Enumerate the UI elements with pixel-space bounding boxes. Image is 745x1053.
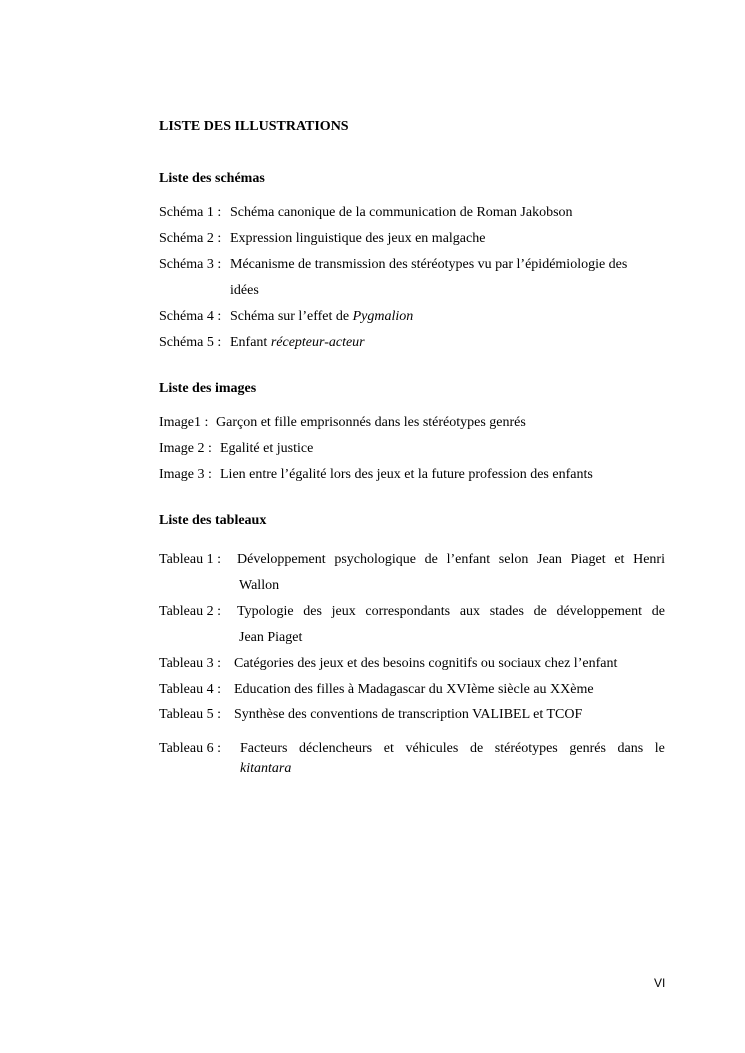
item-label: Schéma 1 : — [159, 205, 222, 220]
tableaux-heading: Liste des tableaux — [159, 513, 267, 528]
page-title: LISTE DES ILLUSTRATIONS — [159, 119, 349, 134]
item-label: Tableau 5 : — [159, 707, 221, 722]
item-text: Garçon et fille emprisonnés dans les stéréotypes genrés — [216, 415, 526, 430]
item-label: Schéma 3 : — [159, 257, 222, 272]
item-label: Image 3 : — [159, 467, 212, 482]
item-text: Mécanisme de transmission des stéréotypes vu par l’épidémiologie des — [230, 257, 628, 272]
item-label: Tableau 4 : — [159, 682, 221, 697]
item-text-plain: Schéma sur l’effet de — [230, 309, 353, 324]
item-text — [230, 309, 413, 325]
item-text: Egalité et justice — [220, 441, 314, 456]
item-word: correspondants — [365, 604, 451, 619]
item-word: véhicules — [405, 741, 459, 756]
item-word: de — [533, 604, 547, 619]
item-text: Expression linguistique des jeux en malgache — [230, 231, 486, 246]
item-word: Jean — [537, 552, 562, 567]
item-text — [230, 335, 365, 351]
item-text: Schéma canonique de la communication de Roman Jakobson — [230, 205, 573, 220]
item-word: Henri — [633, 552, 665, 567]
item-word: Typologie — [237, 604, 294, 619]
item-word: l’enfant — [446, 552, 491, 567]
item-word: genrés — [569, 741, 606, 756]
item-text: Catégories des jeux et des besoins cognitifs ou sociaux chez l’enfant — [234, 656, 618, 671]
item-text — [237, 552, 665, 568]
item-word: Piaget — [570, 552, 606, 567]
item-text: Synthèse des conventions de transcription VALIBEL et TCOF — [234, 707, 583, 722]
item-word: jeux — [331, 604, 356, 619]
item-word: selon — [498, 552, 529, 567]
item-word: stades — [489, 604, 524, 619]
item-label: Image 2 : — [159, 441, 212, 456]
item-word: de — [651, 604, 665, 619]
item-word: stéréotypes — [494, 741, 558, 756]
page-number: VI — [654, 976, 666, 990]
item-word: déclencheurs — [299, 741, 373, 756]
item-word: aux — [459, 604, 481, 619]
item-label: Tableau 6 : — [159, 741, 221, 756]
item-label: Tableau 3 : — [159, 656, 221, 671]
item-word: le — [654, 741, 665, 756]
item-text-continued: idées — [230, 283, 259, 298]
item-label: Tableau 2 : — [159, 604, 221, 619]
item-text: Education des filles à Madagascar du XVIème siècle au XXème — [234, 682, 594, 697]
item-word: des — [303, 604, 322, 619]
item-label: Image1 : — [159, 415, 209, 430]
item-word: développement — [556, 604, 643, 619]
item-text — [240, 741, 665, 757]
item-word: et — [614, 552, 625, 567]
images-heading: Liste des images — [159, 381, 257, 396]
item-text-continued: Jean Piaget — [239, 630, 303, 645]
item-text-plain: Enfant — [230, 335, 271, 350]
item-text-continued: Wallon — [239, 578, 280, 593]
item-word: et — [383, 741, 394, 756]
item-text-italic: Pygmalion — [352, 309, 414, 324]
item-word: psychologique — [334, 552, 416, 567]
item-label: Tableau 1 : — [159, 552, 221, 567]
item-label: Schéma 4 : — [159, 309, 222, 324]
item-text-continued: kitantara — [240, 761, 292, 776]
item-word: Développement — [237, 552, 326, 567]
item-text-italic: récepteur-acteur — [270, 335, 365, 350]
item-text: Lien entre l’égalité lors des jeux et la future profession des enfants — [220, 467, 593, 482]
item-label: Schéma 2 : — [159, 231, 222, 246]
item-label: Schéma 5 : — [159, 335, 222, 350]
item-text — [237, 604, 665, 620]
item-word: Facteurs — [240, 741, 288, 756]
schemas-heading: Liste des schémas — [159, 171, 265, 186]
item-word: dans — [617, 741, 644, 756]
item-word: de — [469, 741, 484, 756]
item-word: de — [424, 552, 438, 567]
